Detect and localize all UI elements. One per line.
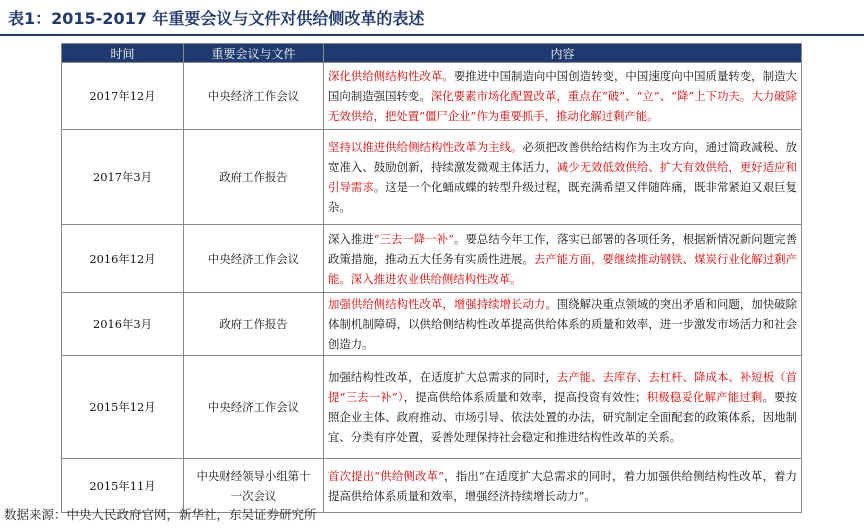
cell-meeting: 政府工作报告 <box>184 130 324 225</box>
cell-time: 2015年11月 <box>62 459 184 513</box>
cell-time: 2016年3月 <box>62 293 184 356</box>
table-row <box>62 63 802 130</box>
content-segment: 深化供给侧结构性改革。 <box>328 69 454 83</box>
cell-time: 2016年12月 <box>62 225 184 293</box>
cell-time: 2017年3月 <box>62 130 184 225</box>
source-footnote: 数据来源：中央人民政府官网，新华社，东吴证券研究所 <box>4 507 317 522</box>
cell-content <box>324 293 802 356</box>
cell-time: 2015年12月 <box>62 356 184 459</box>
content-segment: 积极稳妥化解产能过剩 <box>646 390 763 404</box>
content-segment: 去产能方面，要继续推动钢铁、煤炭行业化解过剩产能。深入推进农业供给侧结构性改革。 <box>328 251 797 286</box>
content-segment: 必须把改善供给结构作为主攻方向，通过简政减税、放宽准入、鼓励创新，持续激发微观主体活力， <box>328 140 797 174</box>
content-segment: 围绕解决重点领域的突出矛盾和问题，加快破除体制机制障碍，以供给侧结构性改革提高供给体系的质量和效率，进一步激发市场活力和社会创造力。 <box>328 297 797 351</box>
cell-meeting: 政府工作报告 <box>184 293 324 356</box>
cell-content <box>324 356 802 459</box>
content-segment: 要推进中国制造向中国创造转变，中国速度向中国质量转变，制造大国向制造强国转变。 <box>328 69 797 103</box>
content-segment: 。这是一个化蛹成蝶的转型升级过程，既充满希望又伴随阵痛，既非常紧迫又艰巨复杂。 <box>328 180 797 214</box>
content-segment: “三去一降一补” <box>373 231 455 246</box>
content-segment: 去产能、去库存、去杠杆、降成本、补短板（首提“三去一补”） <box>328 370 797 404</box>
cell-meeting: 中央经济工作会议 <box>184 356 324 459</box>
title-rule <box>0 34 864 36</box>
content-segment: 。要按照企业主体、政府推动、市场引导、依法处置的办法，研究制定全面配套的政策体系，因地制宜、分类有序处置，妥善处理保持社会稳定和推进结构性改革的关系。 <box>328 390 797 444</box>
content-segment: 减少无效低效供给、扩大有效供给，更好适应和引导需求 <box>328 160 797 194</box>
cell-content <box>324 459 802 513</box>
table-row <box>62 356 802 459</box>
content-segment: 加强结构性改革，在适度扩大总需求的同时， <box>328 370 557 384</box>
cell-meeting: 中央经济工作会议 <box>184 225 324 293</box>
table-row <box>62 225 802 293</box>
cell-time: 2017年12月 <box>62 63 184 130</box>
cell-meeting: 中央财经领导小组第十一次会议 <box>184 459 324 513</box>
content-segment: 深入推进 <box>328 231 374 246</box>
cell-meeting: 中央经济工作会议 <box>184 63 324 130</box>
reform-table <box>61 43 802 513</box>
content-segment: 加强供给侧结构性改革，增强持续增长动力。 <box>328 297 557 311</box>
content-segment: ，提高供给体系质量和效率，提高投资有效性； <box>403 390 647 404</box>
content-segment: 深化要素市场化配置改革，重点在“破”、“立”、“降”上下功夫。大力破除无效供给，把处置“僵尸企业”作为重要抓手，推动化解过剩产能。 <box>328 89 797 123</box>
cell-content <box>324 63 802 130</box>
header-time: 时间 <box>62 44 184 63</box>
content-segment: 首次提出“供给侧改革” <box>328 468 444 483</box>
content-segment: 坚持以推进供给侧结构性改革为主线。 <box>328 140 523 154</box>
table-title: 表1：2015-2017 年重要会议与文件对供给侧改革的表述 <box>8 9 425 28</box>
table-header-row <box>62 44 802 63</box>
cell-content <box>324 225 802 293</box>
table-row <box>62 293 802 356</box>
table-row <box>62 130 802 225</box>
content-segment: ，指出“在适度扩大总需求的同时，着力加强供给侧结构性改革，着力提高供给体系质量和效率，增强经济持续增长动力”。 <box>328 468 798 503</box>
header-content: 内容 <box>324 44 802 63</box>
content-segment: 。要总结今年工作，落实已部署的各项任务，根据新情况新问题完善政策措施，推动五大任务有实质性进展。 <box>328 231 797 266</box>
header-meeting: 重要会议与文件 <box>184 44 324 63</box>
cell-content <box>324 130 802 225</box>
